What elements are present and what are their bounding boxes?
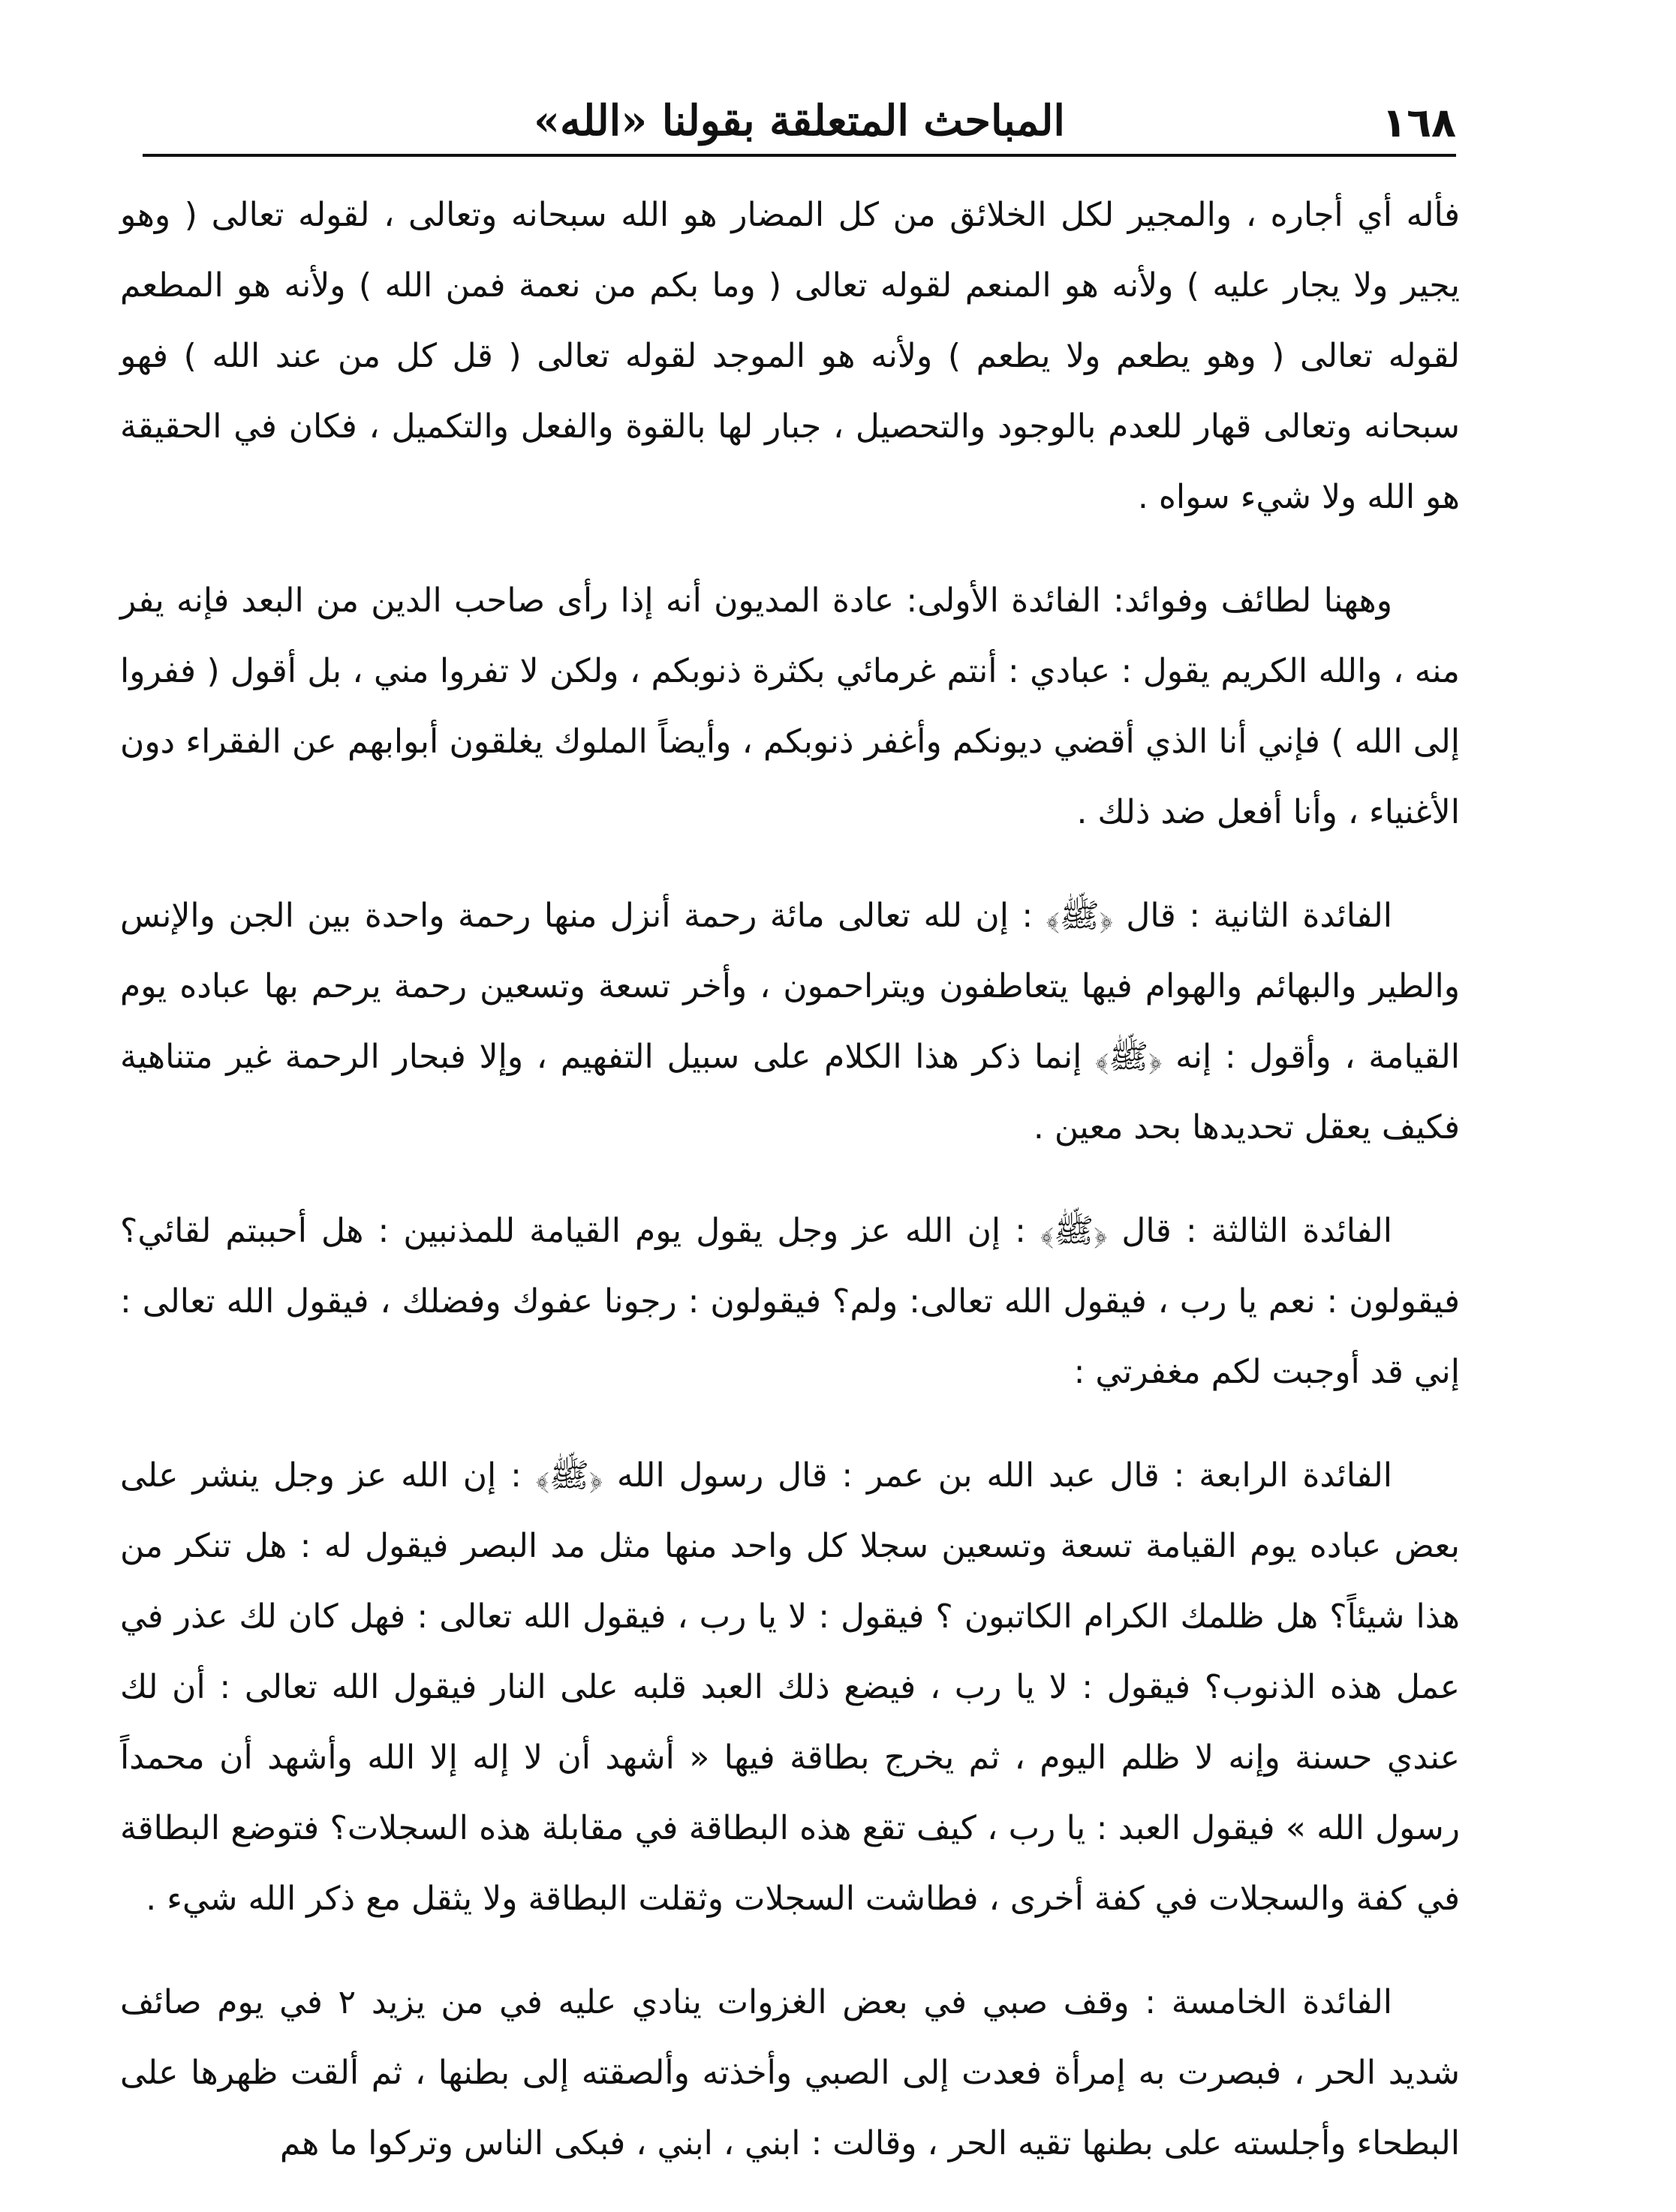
paragraph-second-benefit: الفائدة الثانية : قال ﴿ﷺ﴾ : إن لله تعالى مائة رحمة أنزل منها رحمة واحدة بين الجن والإنس والطير والبهائم والهوام فيها يتعاطفون ويتراحمون ، وأخر تسعة وتسعين رحمة يرحم بها عباده يوم القيامة ، وأقول : إنه ﴿ﷺ﴾ إنما ذكر هذا الكلام على سبيل التفهيم ، وإلا فبحار الرحمة غير متناهية فكيف يعقل تحديدها بحد معين .	[120, 897, 1460, 1147]
paragraph-first-benefit: وههنا لطائف وفوائد: الفائدة الأولى: عادة المديون أنه إذا رأى صاحب الدين من البعد فإنه يفر منه ، والله الكريم يقول : عبادي : أنتم غرمائي بكثرة ذنوبكم ، ولكن لا تفروا مني ، بل أقول ( ففروا إلى الله ) فإني أنا الذي أقضي ديونكم وأغفر ذنوبكم ، وأيضاً الملوك يغلقون أبوابهم عن الفقراء دون الأغنياء ، وأنا أفعل ضد ذلك .	[120, 582, 1460, 831]
paragraph-intro: فأله أي أجاره ، والمجير لكل الخلائق من كل المضار هو الله سبحانه وتعالى ، لقوله تعالى ( وهو يجير ولا يجار عليه ) ولأنه هو المنعم لقوله تعالى ( وما بكم من نعمة فمن الله ) ولأنه هو المطعم لقوله تعالى ( وهو يطعم ولا يطعم ) ولأنه هو الموجد لقوله تعالى ( قل كل من عند الله ) فهو سبحانه وتعالى قهار للعدم بالوجود والتحصيل ، جبار لها بالقوة والفعل والتكميل ، فكان في الحقيقة هو الله ولا شيء سواه .	[120, 196, 1460, 516]
paragraph-fourth-benefit: الفائدة الرابعة : قال عبد الله بن عمر : قال رسول الله ﴿ﷺ﴾ : إن الله عز وجل ينشر على بعض عباده يوم القيامة تسعة وتسعين سجلا كل واحد منها مثل مد البصر فيقول له : هل تنكر من هذا شيئاً؟ هل ظلمك الكرام الكاتبون ؟ فيقول : لا يا رب ، فيقول الله تعالى : فهل كان لك عذر في عمل هذه الذنوب؟ فيقول : لا يا رب ، فيضع ذلك العبد قلبه على النار فيقول الله تعالى : أن لك عندي حسنة وإنه لا ظلم اليوم ، ثم يخرج بطاقة فيها « أشهد أن لا إله إلا الله وأشهد أن محمداً رسول الله » فيقول العبد : يا رب ، كيف تقع هذه البطاقة في مقابلة هذه السجلات؟ فتوضع البطاقة في كفة والسجلات في كفة أخرى ، فطاشت السجلات وثقلت البطاقة ولا يثقل مع ذكر الله شيء .	[120, 1456, 1460, 1918]
running-title: المباحث المتعلقة بقولنا «الله»	[534, 96, 1065, 146]
page-number: ١٦٨	[1382, 99, 1456, 146]
header-rule	[143, 154, 1456, 157]
paragraph-fifth-benefit: الفائدة الخامسة : وقف صبي في بعض الغزوات ينادي عليه في من يزيد ٢ في يوم صائف شديد الحر ، فبصرت به إمرأة فعدت إلى الصبي وأخذته وألصقته إلى بطنها ، ثم ألقت ظهرها على البطحاء وأجلسته على بطنها تقيه الحر ، وقالت : ابني ، ابني ، فبكى الناس وتركوا ما هم	[120, 1983, 1460, 2162]
paragraph-third-benefit: الفائدة الثالثة : قال ﴿ﷺ﴾ : إن الله عز وجل يقول يوم القيامة للمذنبين : هل أحببتم لقائي؟ فيقولون : نعم يا رب ، فيقول الله تعالى: ولم؟ فيقولون : رجونا عفوك وفضلك ، فيقول الله تعالى : إني قد أوجبت لكم مغفرتي :	[120, 1212, 1460, 1391]
body-text	[120, 180, 1460, 2212]
page-header	[143, 83, 1456, 150]
